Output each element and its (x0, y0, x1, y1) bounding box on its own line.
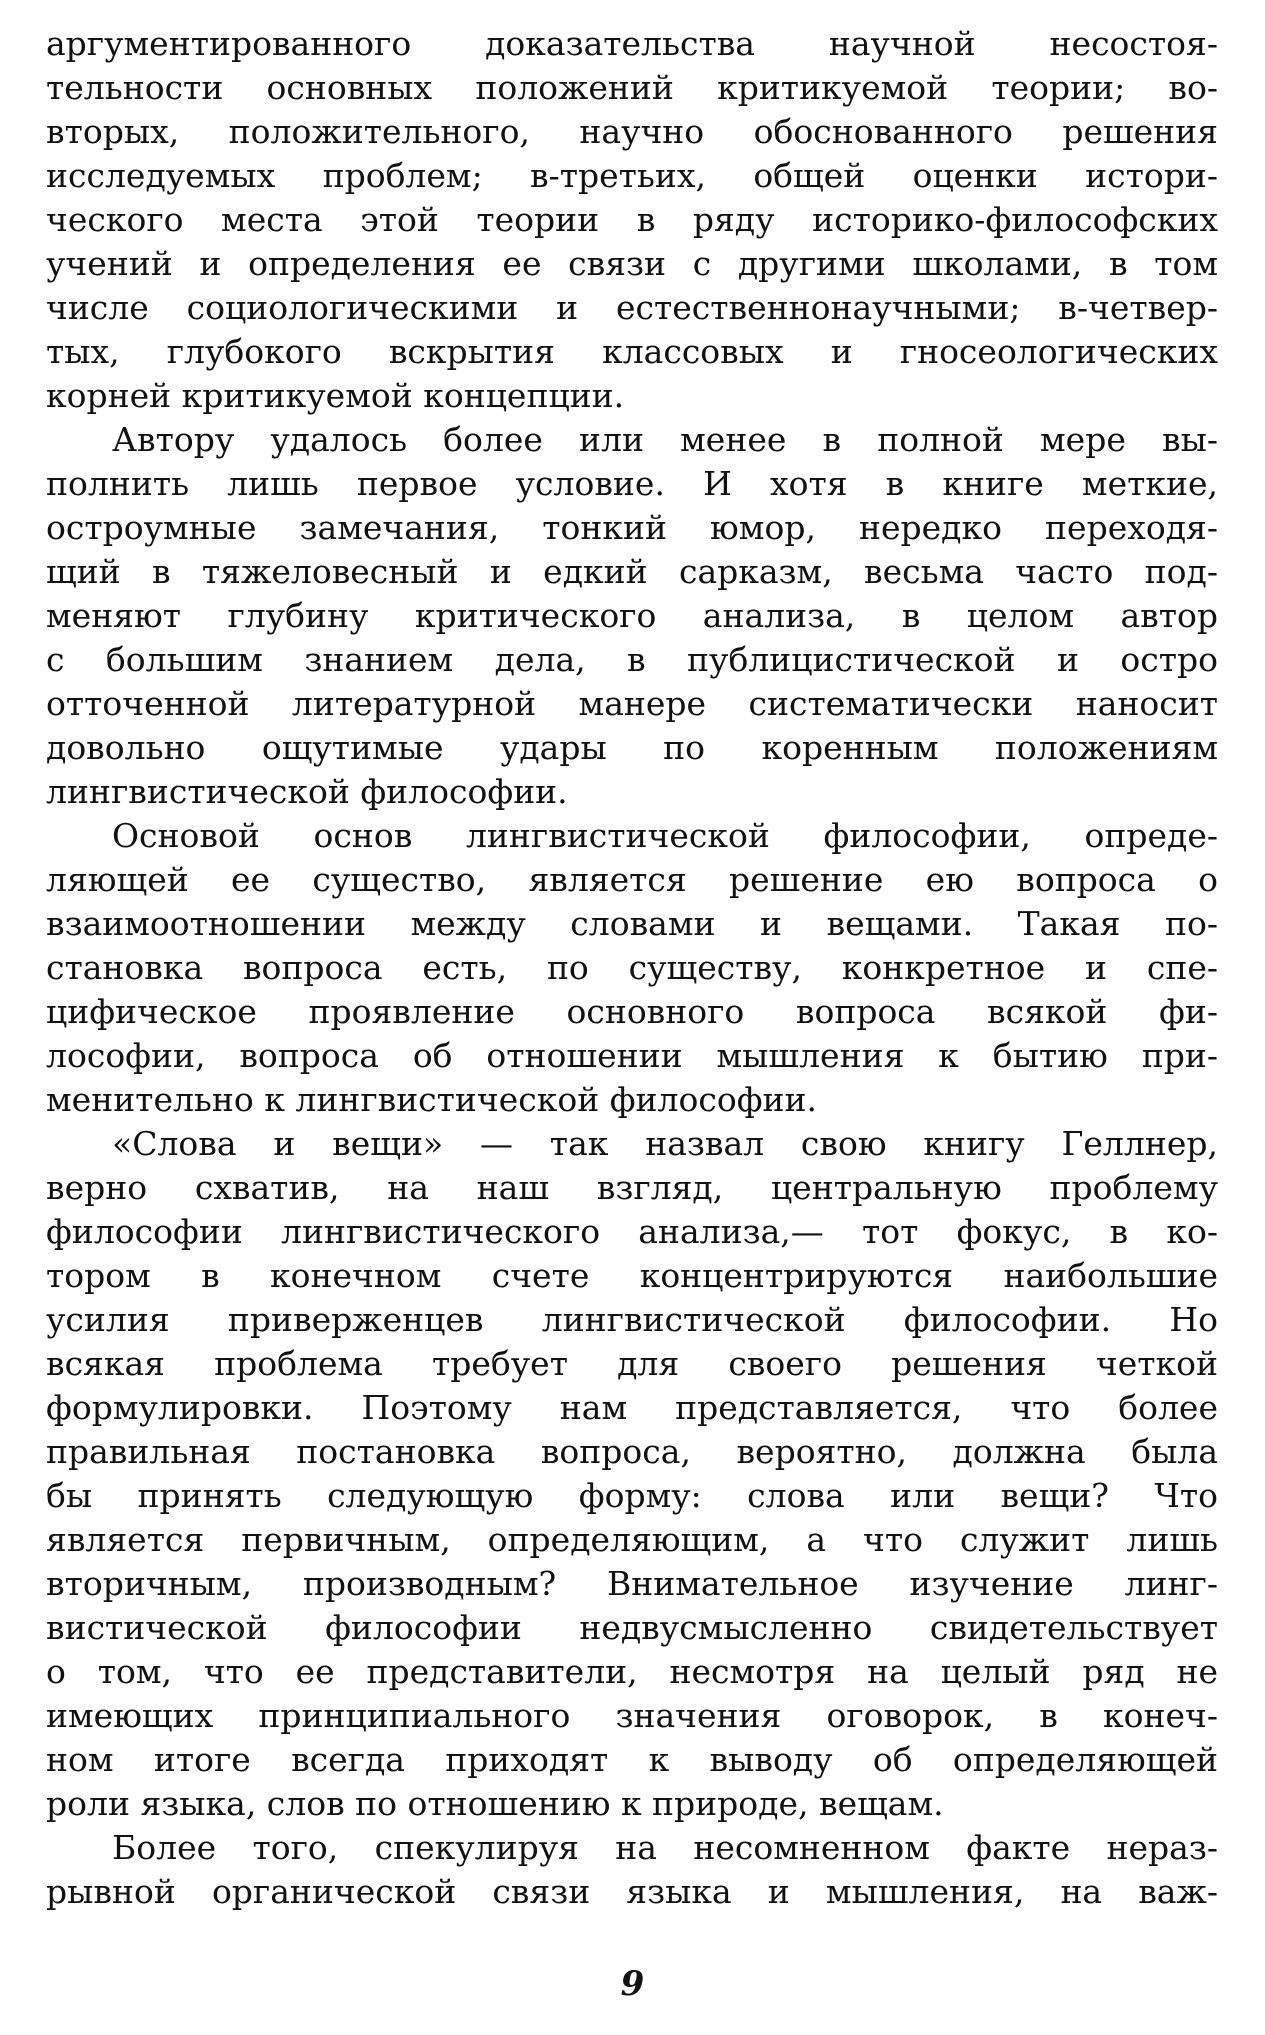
text-line: о том, что ее представители, несмотря на целый ряд не (46, 1652, 1218, 1691)
text-line: взаимоотношении между словами и вещами. Такая по- (46, 904, 1218, 943)
text-line: тых, глубокого вскрытия классовых и гносеологических (46, 332, 1218, 371)
text-line: лингвистической философии. (46, 772, 568, 811)
text-line: становка вопроса есть, по существу, конкретное и спе- (46, 948, 1218, 987)
text-line: исследуемых проблем; в-третьих, общей оценки истори- (46, 156, 1218, 195)
text-line: всякая проблема требует для своего решения четкой (46, 1344, 1218, 1383)
text-line: формулировки. Поэтому нам представляется, что более (46, 1388, 1218, 1427)
text-line: «Слова и вещи» — так назвал свою книгу Геллнер, (112, 1124, 1218, 1163)
text-line: учений и определения ее связи с другими школами, в том (46, 244, 1218, 283)
page-number: 9 (620, 1964, 645, 2004)
text-line: усилия приверженцев лингвистической философии. Но (46, 1300, 1218, 1339)
text-line: философии лингвистического анализа,— тот фокус, в ко- (46, 1212, 1218, 1251)
text-line: вторых, положительного, научно обоснованного решения (46, 112, 1218, 151)
text-line: довольно ощутимые удары по коренным положениям (46, 728, 1218, 767)
text-line: остроумные замечания, тонкий юмор, нередко переходя- (46, 508, 1218, 547)
text-line: полнить лишь первое условие. И хотя в книге меткие, (46, 464, 1218, 503)
text-line: отточенной литературной манере систематически наносит (46, 684, 1218, 723)
paragraph (46, 1826, 1218, 1914)
text-line: ческого места этой теории в ряду историко-философских (46, 200, 1218, 239)
text-line: с большим знанием дела, в публицистической и остро (46, 640, 1218, 679)
text-line: Основой основ лингвистической философии, опреде- (112, 816, 1218, 855)
text-line: менительно к лингвистической философии. (46, 1080, 818, 1119)
text-line: ляющей ее существо, является решение ею вопроса о (46, 860, 1218, 899)
text-line: Более того, спекулируя на несомненном факте нераз- (112, 1828, 1218, 1867)
text-line: лософии, вопроса об отношении мышления к бытию при- (46, 1036, 1218, 1075)
text-line: вторичным, производным? Внимательное изучение линг- (46, 1564, 1218, 1603)
text-line: является первичным, определяющим, а что служит лишь (46, 1520, 1218, 1559)
text-line: числе социологическими и естественнонаучными; в-четвер- (46, 288, 1218, 327)
text-line: тором в конечном счете концентрируются наибольшие (46, 1256, 1218, 1295)
text-line: ном итоге всегда приходят к выводу об определяющей (46, 1740, 1218, 1779)
paragraph (46, 22, 1218, 418)
text-line: верно схватив, на наш взгляд, центральную проблему (46, 1168, 1218, 1207)
body-text (46, 22, 1218, 1914)
text-line: вистической философии недвусмысленно свидетельствует (46, 1608, 1218, 1647)
text-line: Автору удалось более или менее в полной мере вы- (112, 420, 1218, 459)
text-line: тельности основных положений критикуемой теории; во- (46, 68, 1218, 107)
text-line: корней критикуемой концепции. (46, 376, 625, 415)
text-line: имеющих принципиального значения оговорок, в конеч- (46, 1696, 1218, 1735)
paragraph (46, 418, 1218, 814)
paragraph (46, 814, 1218, 1122)
text-line: рывной органической связи языка и мышления, на важ- (46, 1872, 1218, 1911)
text-line: щий в тяжеловесный и едкий сарказм, весьма часто под- (46, 552, 1218, 591)
text-line: цифическое проявление основного вопроса всякой фи- (46, 992, 1218, 1031)
paragraph (46, 1122, 1218, 1826)
text-line: бы принять следующую форму: слова или вещи? Что (46, 1476, 1218, 1515)
text-line: аргументированного доказательства научной несостоя- (46, 24, 1218, 63)
text-line: меняют глубину критического анализа, в целом автор (46, 596, 1218, 635)
text-line: роли языка, слов по отношению к природе, вещам. (46, 1784, 944, 1823)
text-line: правильная постановка вопроса, вероятно, должна была (46, 1432, 1218, 1471)
